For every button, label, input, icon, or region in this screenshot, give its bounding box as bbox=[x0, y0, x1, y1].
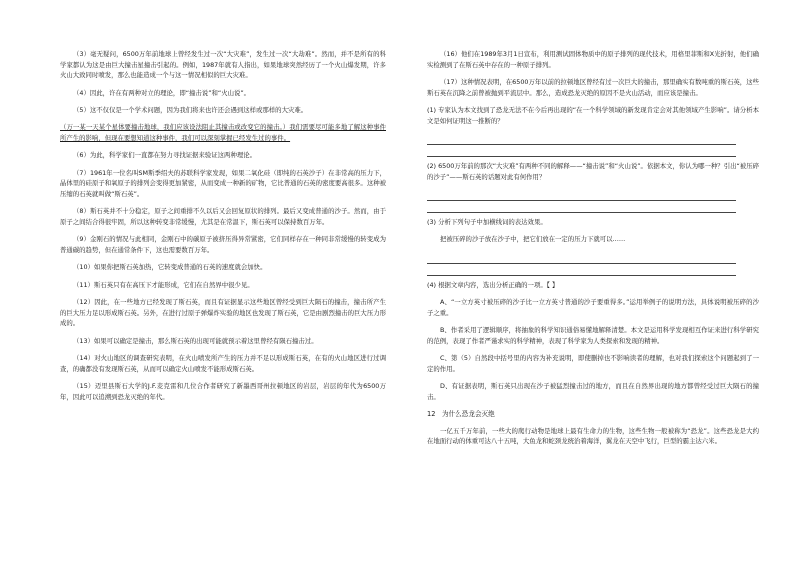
paragraph-17: （17）这种情况表明，在6500万年以前的拉顿地区曾经有过一次巨大的撞击，那里确实有数吨重的斯石英，这些斯石英在沉降之前曾被抛到平流层中。那么，造成恐龙灭绝的原因不是火山活动，而应该是撞击。 bbox=[427, 77, 759, 97]
right-column bbox=[427, 49, 759, 454]
paragraph-6: （6）为此，科学家们一直都在努力寻找证据来验证这两种理论。 bbox=[73, 151, 257, 160]
paragraph-12: （12）因此，在一些地方已经发现了斯石英，而且有证据显示这些地区曾经受到巨大陨石的撞击，撞击所产生的巨大压力足以形成斯石英。另外，在进行过原子弹爆炸实验的地区也发现了斯石英，它是由剧烈撞击的巨大压力形成的。 bbox=[60, 298, 386, 328]
paragraph-15: （15）迈里县斯石大学的J.F.麦克雷和几位合作者研究了新墨西哥州拉顿地区的岩层，岩层的年代为6500万年，因此可以追溯到恐龙灭绝的年代。 bbox=[60, 382, 386, 401]
answer-line[interactable] bbox=[427, 133, 736, 145]
paragraph-4: （4）因此，许在有两种对立的理论，即“撞击说”和“火山说”。 bbox=[73, 88, 251, 97]
paragraph-10: （10）如果你把斯石英加热，它转变成普通的石英的速度就会加快。 bbox=[73, 263, 267, 272]
option-c: C、第（5）自然段中括号里的内容为补充说明，即使删掉也不影响读者的理解，也对我们探索这个问题起到了一定的作用。 bbox=[427, 354, 759, 373]
option-d: D、有证据表明，斯石英只出现在沙子被猛烈撞击过的地方，而且在自然界出现的地方都曾经受过巨大陨石的撞击。 bbox=[427, 382, 759, 401]
answer-line[interactable] bbox=[427, 145, 736, 157]
answer-line[interactable] bbox=[427, 201, 736, 213]
paragraph-9: （9）金刚石的情况与此相同，金刚石中的碳原子被挤压得异常紧密，它们同样存在一种同非常缓慢的转变成为普通碳的趋势，但在通常条件下，这也需要数百万年。 bbox=[60, 235, 386, 254]
paragraph-13: （13）如果可以确定是撞击，那么斯石英的出现可能就预示着这里曾经有陨石撞击过。 bbox=[73, 336, 318, 345]
answer-line[interactable] bbox=[427, 252, 736, 264]
closing-paragraph: 一亿五千万年前，一些大的爬行动物是地球上最有生命力的生物，这些生物一般被称为“恐龙”。这些恐龙是大约在地面行动的体重可达八十五吨，大鱼龙和蛇颈龙统治着海洋，翼龙在天空中飞行，巨型的霸主达六米。 bbox=[427, 426, 759, 446]
option-b: B、作者采用了逻辑顺序，将抽象的科学知识通俗易懂地解释清楚。本文是运用科学发现相互作证来进行科学研究的范例，表现了作者严谨求实的科学精神，表现了科学家为人类探索和发现的精神。 bbox=[427, 326, 759, 345]
paragraph-5-bracket: （万一某一天某个星体要撞击地球，我们应该设法阻止其撞击或改变它的撞击。）我们需要尽可能多地了解这种事件所产生的影响，但现在要想知道这种事件，我们可以深刻掌握已经发生过的事件。 bbox=[60, 123, 386, 142]
paragraph-5: （5）这不仅仅是一个学术问题，因为我们将来也许还会遇到这样或那样的大灾难。 bbox=[73, 105, 308, 114]
left-column bbox=[60, 49, 386, 409]
paragraph-3: （3）毫无疑问，6500万年前地球上曾经发生过一次“大灾难”，发生过一次“大劫难”。然而，并不是所有的科学家都认为这是由巨大撞击星撞击引起的。例如，1987年就有人指出，如果地球突然经历了一个火山爆发期，许多火山大致同时喷发，那么也能造成一个与这一情况相似的巨大灾难。 bbox=[60, 50, 386, 80]
answer-line[interactable] bbox=[427, 264, 736, 276]
option-a: A、“一立方英寸被压碎的沙子比一立方英寸普通的沙子要重得多。”运用举例子的说明方法，具体说明被压碎的沙子之重。 bbox=[427, 298, 759, 317]
paragraph-7: （7）1961年一位名叫SM斯季绍夫的苏联科学家发现，如果二氧化硅（即纯的石英沙子）在非常高的压力下，晶体里的硅原子和氧原子的排列会变得更加紧密，从而变成一种新的矿物，它比普通的石英的密度要高很多。这种被压缩的石英就叫做“斯石英”。 bbox=[60, 168, 386, 198]
paragraph-8: （8）斯石英并不十分稳定，原子之间重排不久以后又会回复原状的排列。最后又变成普通的沙子。然而，由于原子之间结合得很牢固，所以这种转变非常缓慢，尤其是在常温下，斯石英可以保持数百万年。 bbox=[60, 207, 386, 226]
question-1: (1) 专家认为本文找到了恐龙无法不在今后再出现的“在一个科学领域的新发现肯定会对其他领域产生影响”。请分析本文是如何证明这一推断的？ bbox=[427, 105, 759, 125]
answer-line[interactable] bbox=[427, 189, 736, 201]
paragraph-14: （14）对火山地区的调查研究表明，在火山喷发所产生的压力并不足以形成斯石英，在有的火山地区进行过调查，的确都没有发现斯石英，从而可以确定火山喷发不能形成斯石英。 bbox=[60, 354, 386, 373]
paragraph-11: （11）斯石英只有在高压下才能形成，它们在自然界中很少见。 bbox=[73, 280, 254, 289]
question-4: (4) 根据文章内容，选出分析正确的一项。【 】 bbox=[427, 280, 559, 289]
question-3-sentence: 把被压碎的沙子放在沙子中，把它们放在一定的压力下就可以…… bbox=[440, 235, 626, 244]
question-2: (2) 6500万年前的那次“大灾难”有两种不同的解释——“撞击说”和“火山说”。依据本文，你认为哪一种？引出“被压碎的沙子”——斯石英的话题对此有何作用？ bbox=[427, 161, 759, 181]
question-3: (3) 分析下列句子中加横线词的表达效果。 bbox=[427, 217, 547, 226]
section-title: 12 为什么恐龙会灭绝 bbox=[427, 410, 495, 419]
paragraph-16: （16）他们在1989年3月1日宣布，利用测试固体物质中的原子排列的现代技术，用格里菲斯和X光折射，他们确实检测到了在斯石英中存在的一种原子排列。 bbox=[427, 50, 759, 69]
